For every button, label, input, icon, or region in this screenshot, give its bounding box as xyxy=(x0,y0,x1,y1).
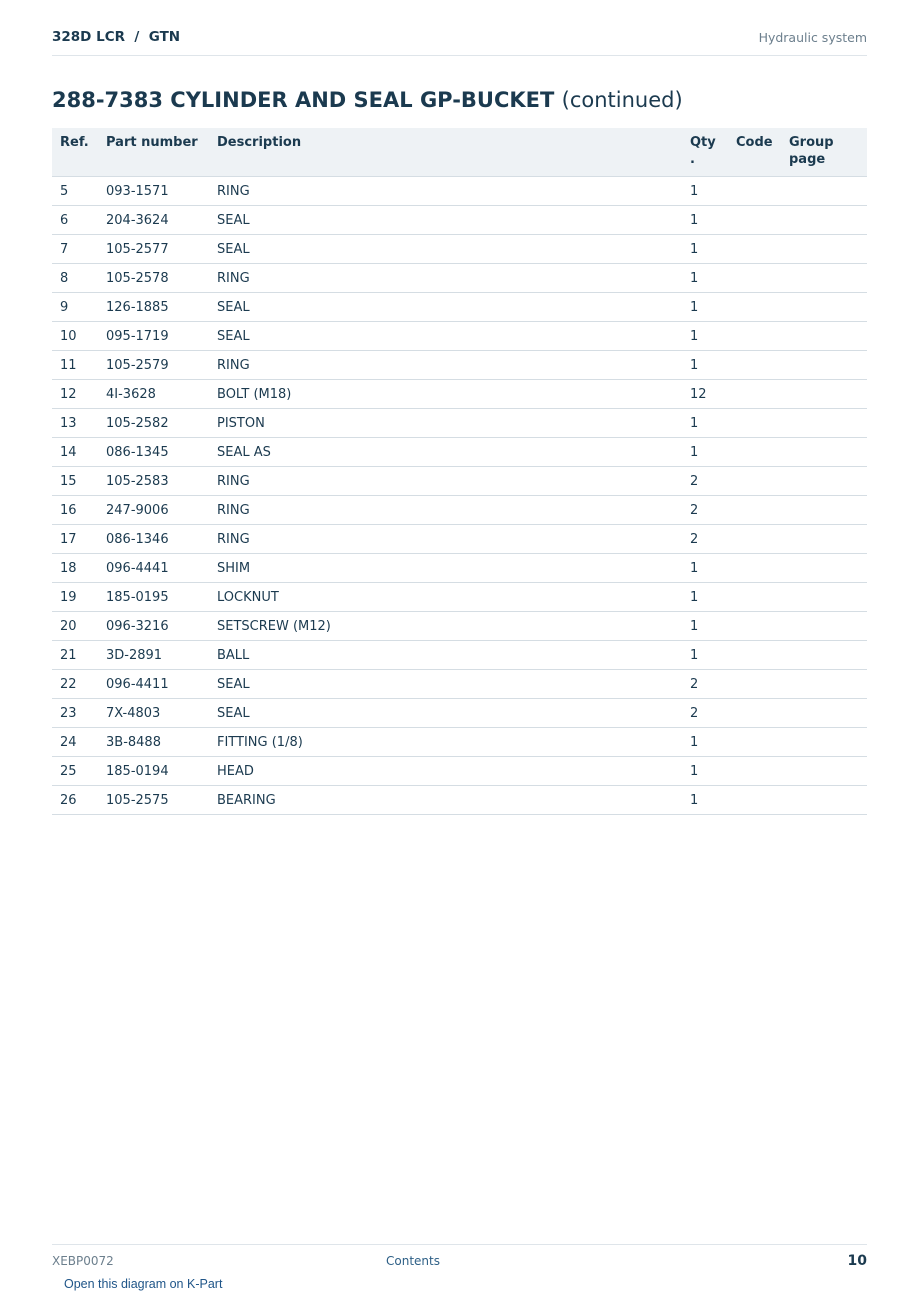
cell-part-number: 3D-2891 xyxy=(98,641,209,670)
cell-description: BALL xyxy=(209,641,682,670)
cell-qty: 1 xyxy=(682,554,728,583)
cell-ref: 18 xyxy=(52,554,98,583)
cell-code xyxy=(728,235,781,264)
cell-part-number: 185-0195 xyxy=(98,583,209,612)
cell-qty: 2 xyxy=(682,496,728,525)
cell-group-page xyxy=(781,670,867,699)
table-row xyxy=(52,786,867,815)
table-row xyxy=(52,380,867,409)
table-row xyxy=(52,351,867,380)
cell-group-page xyxy=(781,525,867,554)
table-row xyxy=(52,583,867,612)
cell-qty: 1 xyxy=(682,438,728,467)
cell-group-page xyxy=(781,496,867,525)
cell-description: RING xyxy=(209,264,682,293)
page-header xyxy=(52,28,867,56)
cell-group-page xyxy=(781,467,867,496)
cell-ref: 12 xyxy=(52,380,98,409)
cell-qty: 12 xyxy=(682,380,728,409)
table-row xyxy=(52,612,867,641)
cell-qty: 1 xyxy=(682,322,728,351)
parts-table xyxy=(52,128,867,815)
cell-description: RING xyxy=(209,351,682,380)
cell-group-page xyxy=(781,583,867,612)
cell-qty: 2 xyxy=(682,525,728,554)
page-title xyxy=(52,88,683,112)
cell-qty: 1 xyxy=(682,757,728,786)
title-suffix: (continued) xyxy=(561,88,683,112)
cell-ref: 16 xyxy=(52,496,98,525)
cell-ref: 19 xyxy=(52,583,98,612)
cell-code xyxy=(728,293,781,322)
cell-part-number: 204-3624 xyxy=(98,206,209,235)
cell-part-number: 105-2578 xyxy=(98,264,209,293)
cell-code xyxy=(728,525,781,554)
cell-code xyxy=(728,757,781,786)
cell-part-number: 086-1346 xyxy=(98,525,209,554)
cell-code xyxy=(728,496,781,525)
cell-code xyxy=(728,206,781,235)
cell-group-page xyxy=(781,554,867,583)
cell-group-page xyxy=(781,409,867,438)
cell-description: RING xyxy=(209,525,682,554)
table-row xyxy=(52,699,867,728)
cell-description: HEAD xyxy=(209,757,682,786)
cell-description: FITTING (1/8) xyxy=(209,728,682,757)
cell-ref: 20 xyxy=(52,612,98,641)
cell-group-page xyxy=(781,322,867,351)
cell-code xyxy=(728,554,781,583)
table-row xyxy=(52,322,867,351)
cell-description: SEAL xyxy=(209,206,682,235)
table-row xyxy=(52,438,867,467)
cell-qty: 1 xyxy=(682,612,728,641)
cell-qty: 1 xyxy=(682,786,728,815)
cell-ref: 25 xyxy=(52,757,98,786)
cell-qty: 1 xyxy=(682,206,728,235)
document-code: XEBP0072 xyxy=(52,1254,114,1268)
cell-group-page xyxy=(781,786,867,815)
header-part-number: Part number xyxy=(98,128,209,177)
cell-ref: 17 xyxy=(52,525,98,554)
title-main: 288-7383 CYLINDER AND SEAL GP-BUCKET xyxy=(52,88,555,112)
table-row xyxy=(52,757,867,786)
cell-group-page xyxy=(781,206,867,235)
cell-part-number: 126-1885 xyxy=(98,293,209,322)
cell-ref: 13 xyxy=(52,409,98,438)
cell-group-page xyxy=(781,612,867,641)
cell-code xyxy=(728,380,781,409)
table-row xyxy=(52,409,867,438)
cell-ref: 14 xyxy=(52,438,98,467)
cell-ref: 9 xyxy=(52,293,98,322)
cell-qty: 1 xyxy=(682,264,728,293)
cell-part-number: 096-4411 xyxy=(98,670,209,699)
cell-qty: 1 xyxy=(682,235,728,264)
cell-qty: 1 xyxy=(682,177,728,206)
header-group-page: Group page xyxy=(781,128,867,177)
cell-code xyxy=(728,264,781,293)
kpart-diagram-link[interactable]: Open this diagram on K-Part xyxy=(64,1277,223,1291)
cell-code xyxy=(728,728,781,757)
table-row xyxy=(52,235,867,264)
cell-description: SHIM xyxy=(209,554,682,583)
cell-qty: 1 xyxy=(682,583,728,612)
cell-part-number: 105-2579 xyxy=(98,351,209,380)
cell-description: RING xyxy=(209,177,682,206)
cell-part-number: 105-2583 xyxy=(98,467,209,496)
cell-qty: 1 xyxy=(682,351,728,380)
page-number: 10 xyxy=(847,1253,867,1269)
cell-ref: 22 xyxy=(52,670,98,699)
table-body xyxy=(52,177,867,815)
cell-part-number: 3B-8488 xyxy=(98,728,209,757)
cell-description: SETSCREW (M12) xyxy=(209,612,682,641)
cell-group-page xyxy=(781,728,867,757)
table-row xyxy=(52,525,867,554)
cell-ref: 24 xyxy=(52,728,98,757)
cell-group-page xyxy=(781,177,867,206)
cell-group-page xyxy=(781,641,867,670)
contents-link[interactable]: Contents xyxy=(386,1254,440,1268)
table-row xyxy=(52,177,867,206)
table-header-row xyxy=(52,128,867,177)
cell-group-page xyxy=(781,699,867,728)
table-row xyxy=(52,641,867,670)
cell-part-number: 093-1571 xyxy=(98,177,209,206)
cell-code xyxy=(728,670,781,699)
cell-ref: 21 xyxy=(52,641,98,670)
cell-description: SEAL xyxy=(209,699,682,728)
cell-part-number: 086-1345 xyxy=(98,438,209,467)
cell-description: SEAL xyxy=(209,322,682,351)
cell-qty: 2 xyxy=(682,670,728,699)
cell-part-number: 247-9006 xyxy=(98,496,209,525)
header-ref: Ref. xyxy=(52,128,98,177)
header-qty: Qty . xyxy=(682,128,728,177)
table-row xyxy=(52,728,867,757)
cell-description: SEAL xyxy=(209,235,682,264)
cell-description: RING xyxy=(209,496,682,525)
header-description: Description xyxy=(209,128,682,177)
cell-code xyxy=(728,612,781,641)
cell-part-number: 096-3216 xyxy=(98,612,209,641)
cell-ref: 23 xyxy=(52,699,98,728)
cell-qty: 1 xyxy=(682,728,728,757)
table-row xyxy=(52,206,867,235)
cell-group-page xyxy=(781,235,867,264)
section-name: Hydraulic system xyxy=(758,30,867,45)
table-row xyxy=(52,293,867,322)
cell-code xyxy=(728,699,781,728)
cell-part-number: 185-0194 xyxy=(98,757,209,786)
cell-code xyxy=(728,438,781,467)
cell-description: SEAL xyxy=(209,293,682,322)
cell-description: SEAL AS xyxy=(209,438,682,467)
cell-code xyxy=(728,583,781,612)
cell-part-number: 095-1719 xyxy=(98,322,209,351)
cell-part-number: 105-2582 xyxy=(98,409,209,438)
table-row xyxy=(52,554,867,583)
cell-ref: 11 xyxy=(52,351,98,380)
cell-qty: 1 xyxy=(682,641,728,670)
table-row xyxy=(52,264,867,293)
cell-group-page xyxy=(781,757,867,786)
cell-code xyxy=(728,351,781,380)
cell-group-page xyxy=(781,438,867,467)
cell-group-page xyxy=(781,264,867,293)
cell-qty: 1 xyxy=(682,293,728,322)
cell-code xyxy=(728,322,781,351)
header-code: Code xyxy=(728,128,781,177)
table-row xyxy=(52,670,867,699)
cell-ref: 8 xyxy=(52,264,98,293)
table-row xyxy=(52,467,867,496)
cell-code xyxy=(728,409,781,438)
cell-part-number: 096-4441 xyxy=(98,554,209,583)
cell-description: PISTON xyxy=(209,409,682,438)
cell-description: SEAL xyxy=(209,670,682,699)
cell-part-number: 4I-3628 xyxy=(98,380,209,409)
cell-description: LOCKNUT xyxy=(209,583,682,612)
cell-code xyxy=(728,786,781,815)
cell-ref: 10 xyxy=(52,322,98,351)
cell-qty: 1 xyxy=(682,409,728,438)
machine-model: 328D LCR / GTN xyxy=(52,29,181,45)
cell-part-number: 105-2577 xyxy=(98,235,209,264)
cell-code xyxy=(728,177,781,206)
cell-qty: 2 xyxy=(682,467,728,496)
cell-ref: 26 xyxy=(52,786,98,815)
cell-qty: 2 xyxy=(682,699,728,728)
cell-code xyxy=(728,467,781,496)
cell-ref: 7 xyxy=(52,235,98,264)
cell-part-number: 105-2575 xyxy=(98,786,209,815)
cell-code xyxy=(728,641,781,670)
page-footer xyxy=(52,1244,867,1301)
cell-group-page xyxy=(781,293,867,322)
cell-description: BEARING xyxy=(209,786,682,815)
table-row xyxy=(52,496,867,525)
cell-group-page xyxy=(781,351,867,380)
cell-ref: 6 xyxy=(52,206,98,235)
cell-ref: 5 xyxy=(52,177,98,206)
cell-description: RING xyxy=(209,467,682,496)
cell-group-page xyxy=(781,380,867,409)
cell-ref: 15 xyxy=(52,467,98,496)
cell-part-number: 7X-4803 xyxy=(98,699,209,728)
cell-description: BOLT (M18) xyxy=(209,380,682,409)
